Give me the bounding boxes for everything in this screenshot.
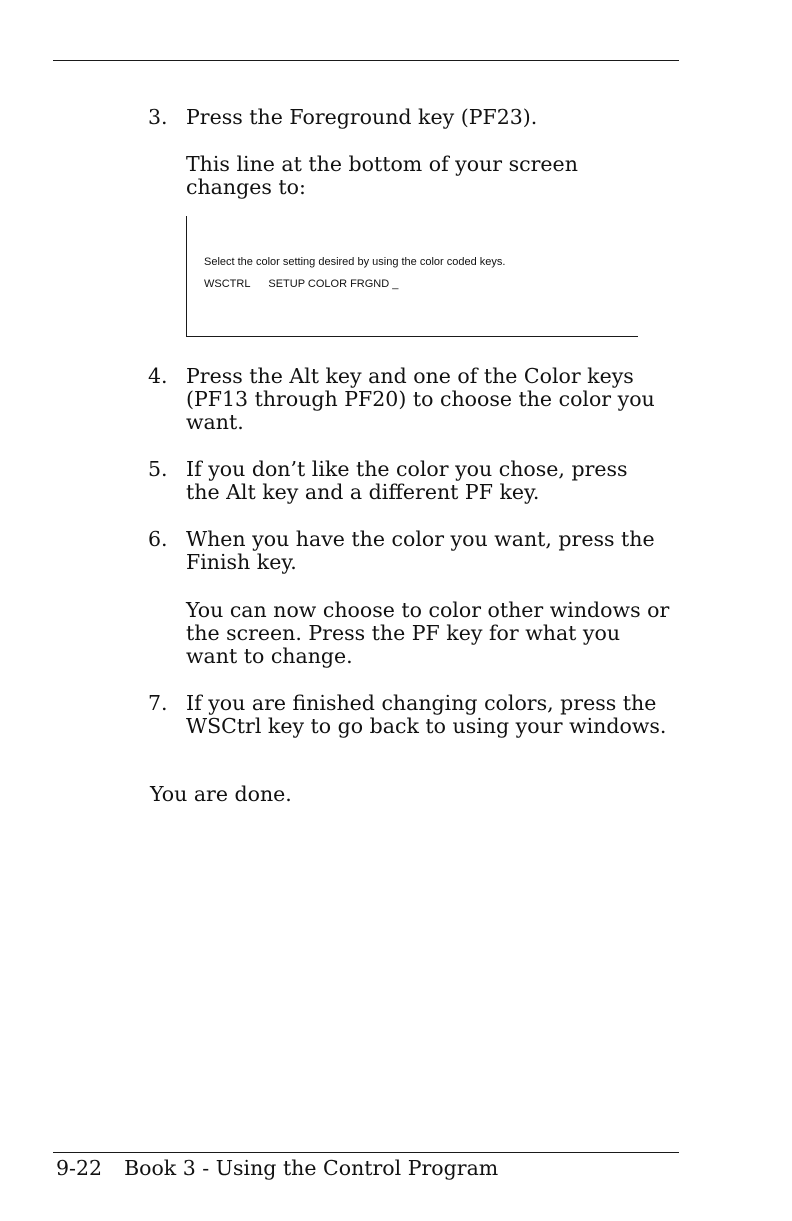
page-footer bbox=[56, 1156, 498, 1180]
top-rule bbox=[53, 60, 679, 61]
step-number: 6. bbox=[148, 527, 168, 551]
step-text: Press the Foreground key (PF23). bbox=[186, 105, 538, 129]
screen-line-illustration bbox=[186, 216, 638, 337]
step-text: When you have the color you want, press the Finish key. bbox=[186, 527, 655, 574]
bottom-rule bbox=[53, 1152, 679, 1153]
step-text: If you don’t like the color you chose, press the Alt key and a different PF key. bbox=[186, 457, 628, 504]
book-title: Book 3 - Using the Control Program bbox=[124, 1156, 499, 1180]
paragraph-other-windows: You can now choose to color other windows or the screen. Press the PF key for what you want to change. bbox=[186, 598, 670, 668]
step-number: 5. bbox=[148, 457, 168, 481]
step-number: 7. bbox=[148, 691, 168, 715]
step-number: 4. bbox=[148, 364, 168, 388]
paragraph-screen-changes: This line at the bottom of your screen changes to: bbox=[186, 152, 578, 199]
step-number: 3. bbox=[148, 105, 168, 129]
page-number: 9-22 bbox=[56, 1156, 103, 1180]
closing-text: You are done. bbox=[150, 782, 292, 806]
step-text: Press the Alt key and one of the Color keys (PF13 through PF20) to choose the color you want. bbox=[186, 364, 655, 434]
screen-message-line: Select the color setting desired by using the color coded keys. bbox=[204, 256, 506, 268]
step-text: If you are finished changing colors, press the WSCtrl key to go back to using your windows. bbox=[186, 691, 667, 738]
screen-command-line: WSCTRL SETUP COLOR FRGND _ bbox=[204, 278, 399, 290]
